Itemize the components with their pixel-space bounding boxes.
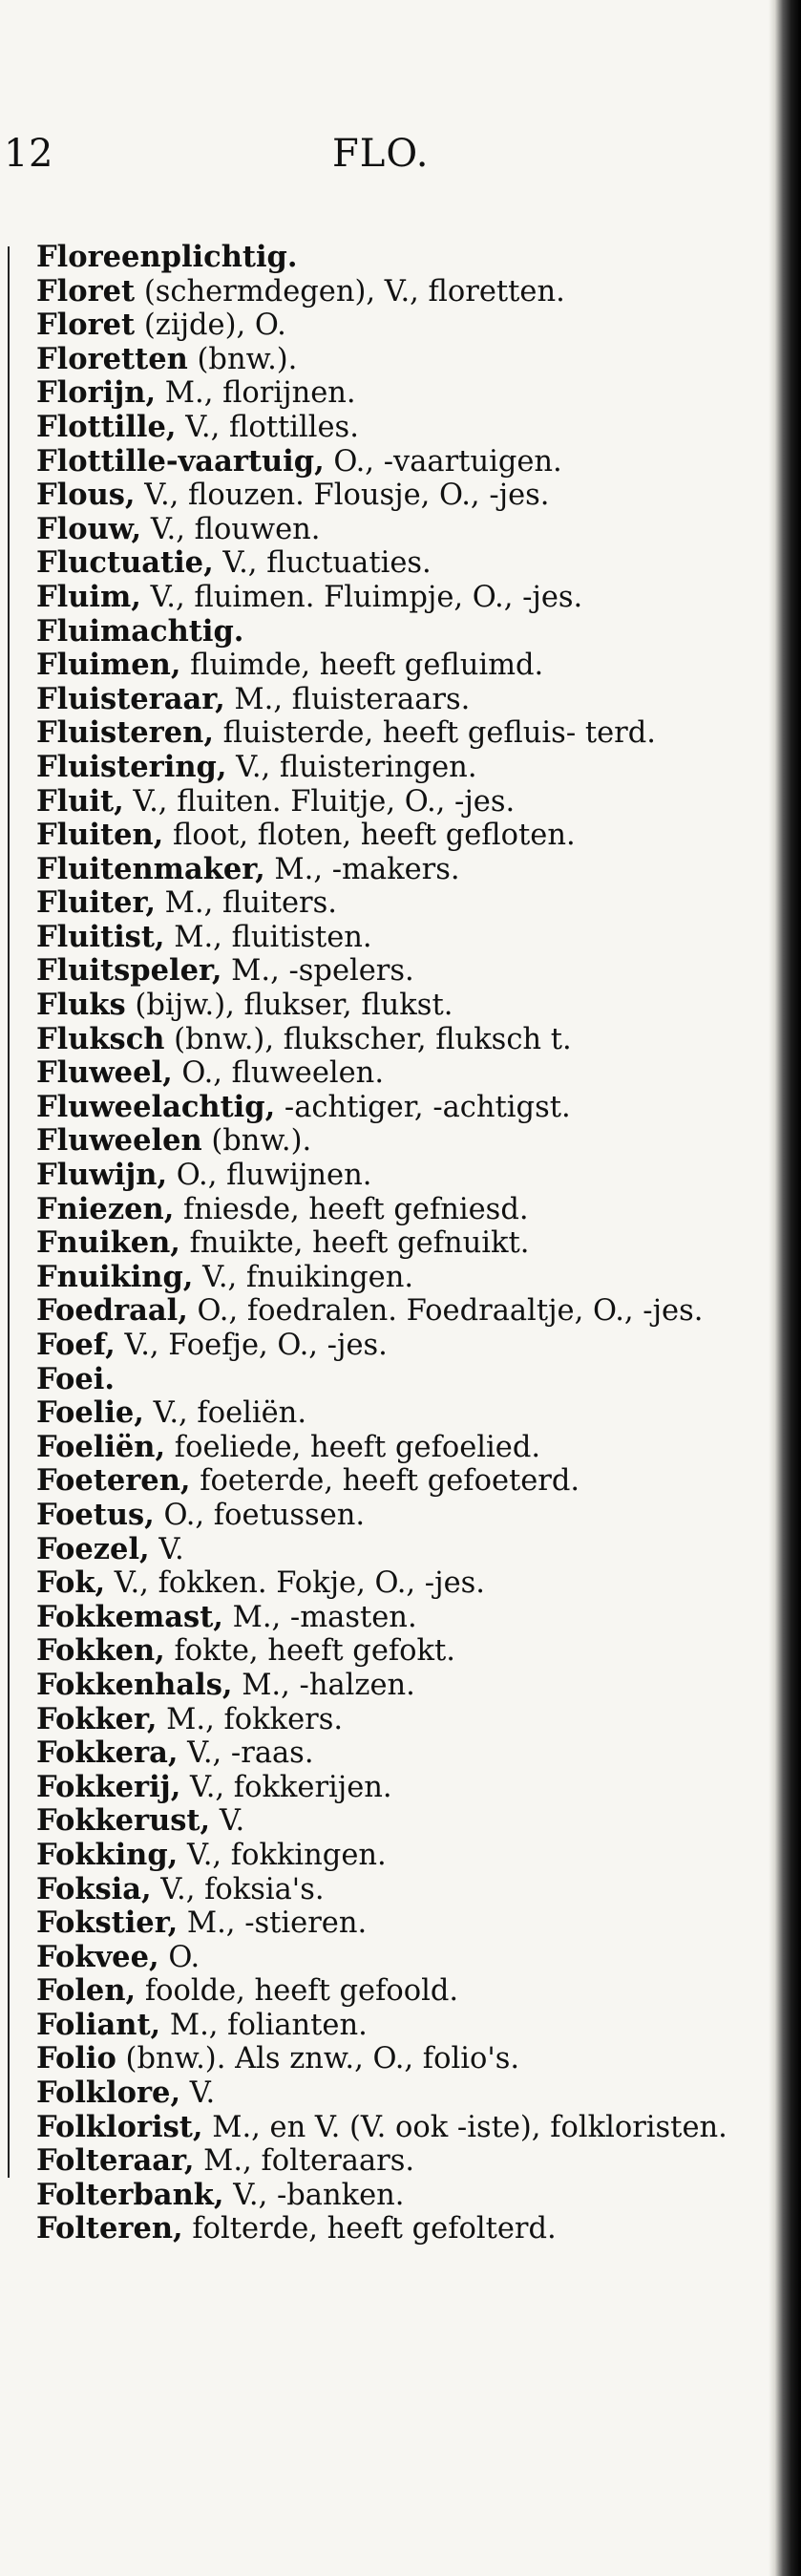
entry-definition: floot, floten, heeft gefloten. xyxy=(163,819,576,853)
entry-definition: V., fluisteringen. xyxy=(226,750,477,784)
dictionary-entry xyxy=(36,2144,733,2179)
entry-headword: Fniezen, xyxy=(36,1191,175,1226)
entry-headword: Fluit, xyxy=(36,783,124,819)
entry-definition: V. xyxy=(180,2076,216,2111)
entry-headword: Foelie, xyxy=(36,1395,144,1431)
entry-definition: M., fluitisten. xyxy=(164,920,372,954)
entry-headword: Foetus, xyxy=(36,1497,155,1532)
dictionary-entry xyxy=(36,1159,733,1193)
entry-headword: Fluweelen xyxy=(36,1123,202,1159)
entry-headword: Folterbank, xyxy=(36,2177,224,2212)
dictionary-entry xyxy=(36,1669,733,1703)
dictionary-entry xyxy=(36,2179,733,2213)
dictionary-entry xyxy=(36,1533,733,1567)
entry-headword: Fluistering, xyxy=(36,749,227,784)
entry-definition: V., fluiten. Fluitje, O., -jes. xyxy=(123,784,516,819)
dictionary-entry xyxy=(36,853,733,887)
dictionary-entry xyxy=(36,2212,733,2246)
dictionary-entry xyxy=(36,1873,733,1907)
entry-definition: M., fluisteraars. xyxy=(224,682,471,716)
entry-headword: Fluks xyxy=(36,988,126,1023)
dictionary-entry xyxy=(36,615,733,649)
entry-headword: Fokkerust, xyxy=(36,1803,211,1839)
dictionary-entry xyxy=(36,376,733,411)
dictionary-entry xyxy=(36,1329,733,1363)
entry-definition: foeliede, heeft gefoelied. xyxy=(165,1430,541,1464)
entry-headword: Fokstier, xyxy=(36,1905,179,1941)
entry-headword: Fluiten, xyxy=(36,818,164,853)
entry-headword: Flottille-vaartuig, xyxy=(36,443,325,479)
entry-definition: V. xyxy=(210,1804,245,1839)
dictionary-entry xyxy=(36,1023,733,1057)
entry-headword: Fluimachtig. xyxy=(36,613,244,649)
entry-definition: O. xyxy=(158,1940,200,1974)
dictionary-entry xyxy=(36,886,733,921)
dictionary-entry xyxy=(36,1703,733,1737)
entry-definition: (bnw.). xyxy=(201,1124,312,1159)
dictionary-entry xyxy=(36,1226,733,1261)
entry-headword: Foliant, xyxy=(36,2007,161,2042)
entry-definition: O., -vaartuigen. xyxy=(324,444,562,479)
entry-headword: Floret xyxy=(36,308,136,343)
entry-definition: M., fokkers. xyxy=(157,1702,344,1736)
dictionary-entry xyxy=(36,1906,733,1941)
dictionary-entry xyxy=(36,683,733,717)
page-header xyxy=(0,132,801,189)
entry-headword: Folio xyxy=(36,2041,116,2076)
entry-definition: M., -halzen. xyxy=(232,1668,415,1702)
dictionary-entry xyxy=(36,1804,733,1839)
entry-definition: V., foksia's. xyxy=(151,1872,325,1906)
entry-definition: (zijde), O. xyxy=(135,309,286,343)
entry-definition: M., -spelers. xyxy=(221,954,414,989)
running-head: FLO. xyxy=(332,132,430,176)
entry-definition: O., foedralen. Foedraaltje, O., -jes. xyxy=(187,1294,704,1329)
dictionary-entry xyxy=(36,1499,733,1533)
entry-headword: Fluisteren, xyxy=(36,715,214,751)
entry-definition: M., -makers. xyxy=(264,852,460,886)
entry-headword: Fokvee, xyxy=(36,1939,159,1974)
dictionary-entry xyxy=(36,2009,733,2043)
dictionary-entry xyxy=(36,649,733,683)
entry-headword: Fluksch xyxy=(36,1021,165,1056)
entry-headword: Folen, xyxy=(36,1973,137,2009)
entry-definition: V., flottilles. xyxy=(176,410,359,444)
entry-definition: M., -stieren. xyxy=(178,1906,368,1941)
entry-definition: M., fluiters. xyxy=(155,886,337,921)
entry-headword: Fluweelachtig, xyxy=(36,1089,276,1124)
dictionary-entry xyxy=(36,819,733,853)
entry-definition: V., flouwen. xyxy=(141,512,321,546)
dictionary-entry xyxy=(36,1294,733,1329)
column-rule xyxy=(8,246,10,2178)
entry-definition: (bnw.). Als znw., O., folio's. xyxy=(116,2042,520,2076)
dictionary-entry xyxy=(36,1056,733,1091)
dictionary-entry xyxy=(36,1634,733,1669)
entry-definition: O., fluweelen. xyxy=(172,1056,385,1091)
dictionary-entry xyxy=(36,1464,733,1499)
entry-headword: Fluim, xyxy=(36,579,141,614)
page-number: 12 xyxy=(4,132,53,176)
entry-definition: V., Foefje, O., -jes. xyxy=(115,1329,388,1362)
entry-definition: fnuikte, heeft gefnuikt. xyxy=(179,1226,530,1261)
entry-definition: V., flouzen. Flousje, O., -jes. xyxy=(135,479,550,513)
entry-definition: V., fokkingen. xyxy=(178,1838,387,1872)
entry-headword: Fluctuatie, xyxy=(36,545,214,581)
entry-definition: fluisterde, heeft gefluis- terd. xyxy=(213,716,656,751)
dictionary-entry xyxy=(36,1601,733,1635)
entry-headword: Floret xyxy=(36,273,136,309)
entry-headword: Foksia, xyxy=(36,1871,152,1906)
entry-headword: Fokkera, xyxy=(36,1735,179,1771)
entry-definition: V., fluimen. Fluimpje, O., -jes. xyxy=(140,580,583,614)
entry-headword: Fluimen, xyxy=(36,648,181,683)
entry-definition: O., fluwijnen. xyxy=(167,1159,372,1193)
dictionary-entry xyxy=(36,445,733,479)
dictionary-entry xyxy=(36,546,733,581)
dictionary-entry xyxy=(36,1566,733,1601)
dictionary-entry xyxy=(36,1736,733,1771)
entry-headword: Flous, xyxy=(36,478,136,513)
entry-headword: Fokkemast, xyxy=(36,1599,223,1634)
entry-list xyxy=(36,241,733,2246)
entry-headword: Fok, xyxy=(36,1565,106,1601)
entry-definition: V., fluctuaties. xyxy=(213,546,432,581)
entry-headword: Foei. xyxy=(36,1361,115,1396)
dictionary-entry xyxy=(36,2076,733,2111)
entry-headword: Fluitist, xyxy=(36,919,165,954)
entry-definition: fokte, heeft gefokt. xyxy=(164,1634,455,1669)
entry-definition: fluimde, heeft gefluimd. xyxy=(180,649,544,683)
entry-headword: Florijn, xyxy=(36,375,157,411)
entry-headword: Foeteren, xyxy=(36,1463,191,1499)
entry-definition: V., fokkerijen. xyxy=(180,1770,392,1804)
entry-headword: Folteraar, xyxy=(36,2143,195,2179)
entry-headword: Foef, xyxy=(36,1328,116,1362)
dictionary-entry xyxy=(36,751,733,785)
entry-headword: Foeliën, xyxy=(36,1429,166,1464)
entry-headword: Foezel, xyxy=(36,1531,150,1566)
entry-definition: -achtiger, -achtigst. xyxy=(275,1090,571,1124)
dictionary-entry xyxy=(36,479,733,513)
entry-definition: V., foeliën. xyxy=(143,1396,307,1431)
entry-headword: Fluisteraar, xyxy=(36,681,225,716)
dictionary-entry xyxy=(36,1363,733,1397)
entry-headword: Flottille, xyxy=(36,409,177,444)
dictionary-entry xyxy=(36,241,733,275)
dictionary-entry xyxy=(36,275,733,309)
entry-definition: (schermdegen), V., floretten. xyxy=(135,274,565,309)
entry-headword: Fokkerij, xyxy=(36,1769,181,1804)
dictionary-entry xyxy=(36,1941,733,1975)
dictionary-entry xyxy=(36,2111,733,2145)
entry-definition: (bijw.), flukser, flukst. xyxy=(125,989,453,1023)
entry-headword: Floretten xyxy=(36,341,188,376)
entry-definition: V., -banken. xyxy=(223,2178,405,2212)
entry-headword: Fokker, xyxy=(36,1701,158,1736)
entry-definition: V., fokken. Fokje, O., -jes. xyxy=(105,1566,485,1601)
dictionary-entry xyxy=(36,411,733,445)
dictionary-entry xyxy=(36,989,733,1023)
entry-definition: M., folteraars. xyxy=(194,2144,415,2179)
entry-definition: M., -masten. xyxy=(222,1600,417,1634)
dictionary-entry xyxy=(36,309,733,343)
entry-headword: Folklorist, xyxy=(36,2109,203,2144)
dictionary-entry xyxy=(36,785,733,820)
entry-headword: Foedraal, xyxy=(36,1293,188,1329)
entry-definition: M., folianten. xyxy=(160,2008,368,2042)
book-binding-edge xyxy=(769,0,801,2576)
entry-headword: Fluwijn, xyxy=(36,1158,168,1193)
entry-headword: Floreenplichtig. xyxy=(36,240,298,274)
entry-definition: (bnw.). xyxy=(187,342,298,376)
dictionary-entry xyxy=(36,1091,733,1125)
dictionary-entry xyxy=(36,343,733,377)
dictionary-entry xyxy=(36,581,733,615)
entry-headword: Fluitenmaker, xyxy=(36,851,265,886)
entry-headword: Fokken, xyxy=(36,1633,165,1669)
entry-definition: folterde, heeft gefolterd. xyxy=(182,2212,557,2246)
entry-headword: Folteren, xyxy=(36,2211,183,2246)
entry-definition: (bnw.), flukscher, fluksch t. xyxy=(164,1022,572,1056)
entry-headword: Fokkenhals, xyxy=(36,1667,233,1702)
entry-definition: V. xyxy=(149,1532,184,1566)
entry-definition: fniesde, heeft gefniesd. xyxy=(174,1192,529,1226)
entry-headword: Fluweel, xyxy=(36,1055,173,1091)
dictionary-entry xyxy=(36,954,733,989)
dictionary-entry xyxy=(36,1839,733,1873)
dictionary-entry xyxy=(36,1193,733,1227)
dictionary-entry xyxy=(36,1261,733,1295)
entry-definition: M., florijnen. xyxy=(156,376,356,411)
entry-headword: Fokking, xyxy=(36,1837,179,1872)
entry-headword: Fluiter, xyxy=(36,885,156,921)
dictionary-entry xyxy=(36,1771,733,1805)
dictionary-entry xyxy=(36,1396,733,1431)
dictionary-entry xyxy=(36,1431,733,1465)
dictionary-entry xyxy=(36,921,733,955)
entry-definition: O., foetussen. xyxy=(154,1498,366,1532)
entry-headword: Fnuiken, xyxy=(36,1225,180,1261)
entry-definition: M., en V. (V. ook -iste), folkloristen. xyxy=(202,2110,727,2144)
dictionary-entry xyxy=(36,1974,733,2009)
entry-definition: foolde, heeft gefoold. xyxy=(136,1974,459,2009)
entry-definition: V., -raas. xyxy=(178,1736,314,1771)
entry-definition: foeterde, heeft gefoeterd. xyxy=(190,1464,580,1499)
entry-headword: Fnuiking, xyxy=(36,1259,194,1294)
dictionary-entry xyxy=(36,2042,733,2076)
dictionary-entry xyxy=(36,513,733,547)
entry-definition: V., fnuikingen. xyxy=(193,1260,414,1294)
entry-headword: Flouw, xyxy=(36,511,142,546)
dictionary-entry xyxy=(36,1124,733,1159)
dictionary-entry xyxy=(36,716,733,751)
entry-headword: Fluitspeler, xyxy=(36,953,222,989)
entry-headword: Folklore, xyxy=(36,2076,181,2111)
